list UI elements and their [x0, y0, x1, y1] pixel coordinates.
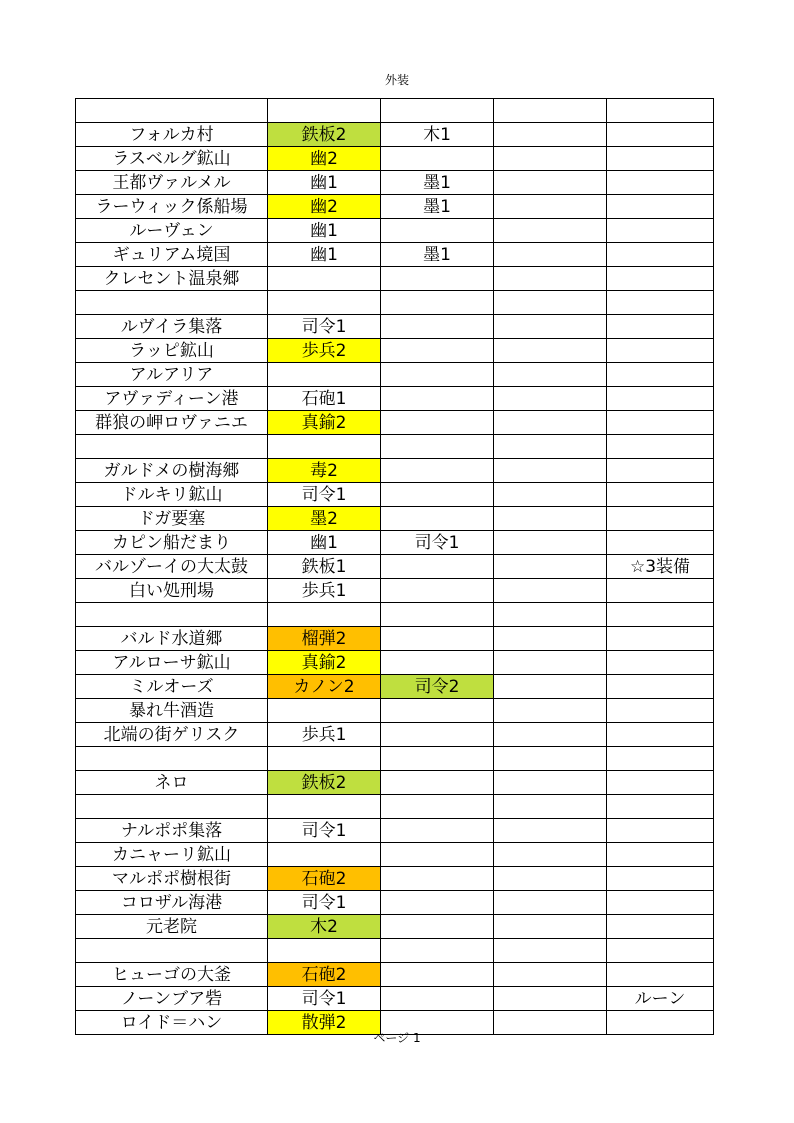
item1-cell: 幽2 — [268, 195, 381, 219]
note-cell — [607, 891, 714, 915]
item1-cell: 鉄板1 — [268, 555, 381, 579]
item3-cell — [494, 699, 607, 723]
note-cell — [607, 171, 714, 195]
item2-cell — [381, 507, 494, 531]
item1-cell — [268, 699, 381, 723]
table-row — [76, 843, 714, 867]
location-cell: ラーウィック係船場 — [76, 195, 268, 219]
item2-cell — [381, 987, 494, 1011]
item1-cell — [268, 99, 381, 123]
item1-cell: 司令1 — [268, 987, 381, 1011]
item1-cell: 石砲1 — [268, 387, 381, 411]
location-cell: バルゾーイの大太鼓 — [76, 555, 268, 579]
location-cell: ナルポポ集落 — [76, 819, 268, 843]
location-cell: ドガ要塞 — [76, 507, 268, 531]
item2-cell: 司令1 — [381, 531, 494, 555]
table-row — [76, 891, 714, 915]
location-cell — [76, 435, 268, 459]
location-cell: ネロ — [76, 771, 268, 795]
item3-cell — [494, 219, 607, 243]
item3-cell — [494, 171, 607, 195]
note-cell — [607, 675, 714, 699]
table-row — [76, 123, 714, 147]
location-cell — [76, 795, 268, 819]
item3-cell — [494, 99, 607, 123]
item3-cell — [494, 315, 607, 339]
item3-cell — [494, 483, 607, 507]
table-row — [76, 819, 714, 843]
item3-cell — [494, 843, 607, 867]
table-row — [76, 939, 714, 963]
table-row — [76, 99, 714, 123]
item2-cell — [381, 219, 494, 243]
item2-cell — [381, 771, 494, 795]
table-row — [76, 579, 714, 603]
page-header-title: 外装 — [384, 73, 409, 87]
location-cell — [76, 747, 268, 771]
location-cell: カニャーリ鉱山 — [76, 843, 268, 867]
page-footer-number: ページ 1 — [373, 1031, 421, 1045]
item2-cell — [381, 339, 494, 363]
note-cell — [607, 915, 714, 939]
item3-cell — [494, 435, 607, 459]
note-cell — [607, 387, 714, 411]
item1-cell: 墨2 — [268, 507, 381, 531]
item2-cell — [381, 891, 494, 915]
note-cell — [607, 147, 714, 171]
note-cell — [607, 363, 714, 387]
item3-cell — [494, 987, 607, 1011]
note-cell — [607, 99, 714, 123]
item1-cell: 幽1 — [268, 171, 381, 195]
item2-cell — [381, 291, 494, 315]
table-row — [76, 147, 714, 171]
table-row — [76, 387, 714, 411]
item1-cell: 毒2 — [268, 459, 381, 483]
location-cell: アルローサ鉱山 — [76, 651, 268, 675]
note-cell — [607, 267, 714, 291]
item3-cell — [494, 819, 607, 843]
table-row — [76, 699, 714, 723]
item3-cell — [494, 939, 607, 963]
table-row — [76, 243, 714, 267]
item2-cell — [381, 843, 494, 867]
item1-cell: 歩兵1 — [268, 579, 381, 603]
item1-cell: 鉄板2 — [268, 123, 381, 147]
item3-cell — [494, 627, 607, 651]
location-cell: 北端の街ゲリスク — [76, 723, 268, 747]
note-cell — [607, 795, 714, 819]
note-cell: ルーン — [607, 987, 714, 1011]
location-cell — [76, 939, 268, 963]
note-cell — [607, 651, 714, 675]
table-row — [76, 867, 714, 891]
location-cell: ミルオーズ — [76, 675, 268, 699]
table-row — [76, 219, 714, 243]
location-cell: 元老院 — [76, 915, 268, 939]
item1-cell — [268, 363, 381, 387]
item1-cell: 司令1 — [268, 819, 381, 843]
table-row — [76, 747, 714, 771]
item2-cell — [381, 459, 494, 483]
item1-cell: カノン2 — [268, 675, 381, 699]
item2-cell — [381, 699, 494, 723]
item3-cell — [494, 867, 607, 891]
item3-cell — [494, 891, 607, 915]
note-cell — [607, 459, 714, 483]
item1-cell — [268, 435, 381, 459]
location-cell: クレセント温泉郷 — [76, 267, 268, 291]
table-row — [76, 771, 714, 795]
table-row — [76, 651, 714, 675]
item1-cell: 歩兵1 — [268, 723, 381, 747]
item2-cell — [381, 579, 494, 603]
item2-cell — [381, 747, 494, 771]
note-cell — [607, 963, 714, 987]
note-cell — [607, 195, 714, 219]
item2-cell — [381, 651, 494, 675]
table-row — [76, 987, 714, 1011]
item3-cell — [494, 675, 607, 699]
item2-cell — [381, 627, 494, 651]
location-cell: バルド水道郷 — [76, 627, 268, 651]
item3-cell — [494, 723, 607, 747]
location-cell: ガルドメの樹海郷 — [76, 459, 268, 483]
item2-cell — [381, 387, 494, 411]
item1-cell: 榴弾2 — [268, 627, 381, 651]
table-row — [76, 195, 714, 219]
item3-cell — [494, 339, 607, 363]
location-cell: ヒューゴの大釜 — [76, 963, 268, 987]
location-cell: ノーンブア砦 — [76, 987, 268, 1011]
item2-cell: 木1 — [381, 123, 494, 147]
item2-cell — [381, 363, 494, 387]
location-cell: コロザル海港 — [76, 891, 268, 915]
item1-cell: 散弾2 — [268, 1011, 381, 1035]
table-row — [76, 315, 714, 339]
note-cell — [607, 507, 714, 531]
item1-cell: 歩兵2 — [268, 339, 381, 363]
item1-cell: 司令1 — [268, 483, 381, 507]
note-cell — [607, 819, 714, 843]
item3-cell — [494, 771, 607, 795]
item3-cell — [494, 795, 607, 819]
item1-cell: 木2 — [268, 915, 381, 939]
table-row — [76, 507, 714, 531]
item3-cell — [494, 411, 607, 435]
location-cell: 白い処刑場 — [76, 579, 268, 603]
table-row — [76, 171, 714, 195]
table-row — [76, 291, 714, 315]
item1-cell — [268, 267, 381, 291]
item3-cell — [494, 531, 607, 555]
item2-cell — [381, 147, 494, 171]
note-cell — [607, 627, 714, 651]
table-row — [76, 723, 714, 747]
item2-cell: 墨1 — [381, 243, 494, 267]
item2-cell — [381, 483, 494, 507]
location-cell — [76, 291, 268, 315]
table-row — [76, 483, 714, 507]
table-row — [76, 963, 714, 987]
location-cell: 王都ヴァルメル — [76, 171, 268, 195]
note-cell — [607, 579, 714, 603]
location-cell: ルーヴェン — [76, 219, 268, 243]
item3-cell — [494, 459, 607, 483]
table-row — [76, 795, 714, 819]
note-cell — [607, 315, 714, 339]
item2-cell — [381, 555, 494, 579]
item2-cell — [381, 435, 494, 459]
note-cell — [607, 435, 714, 459]
item1-cell — [268, 795, 381, 819]
note-cell — [607, 291, 714, 315]
item3-cell — [494, 147, 607, 171]
table-row — [76, 531, 714, 555]
item2-cell: 墨1 — [381, 171, 494, 195]
item3-cell — [494, 291, 607, 315]
item3-cell — [494, 507, 607, 531]
note-cell — [607, 243, 714, 267]
table-row — [76, 915, 714, 939]
note-cell — [607, 219, 714, 243]
item1-cell — [268, 939, 381, 963]
item2-cell — [381, 267, 494, 291]
item1-cell — [268, 843, 381, 867]
item3-cell — [494, 555, 607, 579]
location-cell — [76, 603, 268, 627]
item1-cell: 真鍮2 — [268, 651, 381, 675]
item2-cell — [381, 867, 494, 891]
item2-cell: 墨1 — [381, 195, 494, 219]
location-cell: ロイド＝ハン — [76, 1011, 268, 1035]
location-cell: マルポポ樹根街 — [76, 867, 268, 891]
note-cell — [607, 483, 714, 507]
item3-cell — [494, 363, 607, 387]
item2-cell — [381, 963, 494, 987]
location-cell: フォルカ村 — [76, 123, 268, 147]
item2-cell — [381, 915, 494, 939]
item1-cell — [268, 603, 381, 627]
item3-cell — [494, 387, 607, 411]
item3-cell — [494, 651, 607, 675]
note-cell — [607, 867, 714, 891]
item1-cell: 鉄板2 — [268, 771, 381, 795]
item1-cell — [268, 747, 381, 771]
note-cell — [607, 699, 714, 723]
item1-cell: 石砲2 — [268, 867, 381, 891]
note-cell — [607, 771, 714, 795]
note-cell — [607, 747, 714, 771]
note-cell — [607, 723, 714, 747]
item1-cell: 幽1 — [268, 219, 381, 243]
equipment-table — [75, 98, 714, 1035]
item1-cell — [268, 291, 381, 315]
item3-cell — [494, 747, 607, 771]
item1-cell: 幽1 — [268, 243, 381, 267]
table-row — [76, 627, 714, 651]
table-row — [76, 363, 714, 387]
location-cell — [76, 99, 268, 123]
note-cell — [607, 939, 714, 963]
note-cell — [607, 123, 714, 147]
note-cell — [607, 531, 714, 555]
equipment-table-body — [76, 99, 714, 1035]
item3-cell — [494, 603, 607, 627]
item2-cell — [381, 723, 494, 747]
table-row — [76, 267, 714, 291]
note-cell — [607, 339, 714, 363]
item2-cell — [381, 99, 494, 123]
note-cell: ☆3装備 — [607, 555, 714, 579]
location-cell: アヴァディーン港 — [76, 387, 268, 411]
location-cell: ドルキリ鉱山 — [76, 483, 268, 507]
location-cell: カピン船だまり — [76, 531, 268, 555]
item2-cell — [381, 315, 494, 339]
item2-cell: 司令2 — [381, 675, 494, 699]
item3-cell — [494, 195, 607, 219]
location-cell: 暴れ牛酒造 — [76, 699, 268, 723]
item2-cell — [381, 603, 494, 627]
item3-cell — [494, 123, 607, 147]
item1-cell: 幽2 — [268, 147, 381, 171]
item1-cell: 石砲2 — [268, 963, 381, 987]
location-cell: 群狼の岬ロヴァニエ — [76, 411, 268, 435]
location-cell: アルアリア — [76, 363, 268, 387]
location-cell: ギュリアム境国 — [76, 243, 268, 267]
note-cell — [607, 843, 714, 867]
item1-cell: 真鍮2 — [268, 411, 381, 435]
item2-cell — [381, 939, 494, 963]
item3-cell — [494, 579, 607, 603]
location-cell: ラスベルグ鉱山 — [76, 147, 268, 171]
item3-cell — [494, 243, 607, 267]
table-row — [76, 339, 714, 363]
location-cell: ルヴイラ集落 — [76, 315, 268, 339]
table-row — [76, 411, 714, 435]
note-cell — [607, 411, 714, 435]
item2-cell — [381, 819, 494, 843]
item2-cell — [381, 795, 494, 819]
item1-cell: 幽1 — [268, 531, 381, 555]
table-row — [76, 675, 714, 699]
table-row — [76, 435, 714, 459]
item3-cell — [494, 915, 607, 939]
table-row — [76, 555, 714, 579]
note-cell — [607, 603, 714, 627]
item3-cell — [494, 267, 607, 291]
item1-cell: 司令1 — [268, 891, 381, 915]
table-row — [76, 459, 714, 483]
item3-cell — [494, 963, 607, 987]
location-cell: ラッピ鉱山 — [76, 339, 268, 363]
table-row — [76, 603, 714, 627]
item1-cell: 司令1 — [268, 315, 381, 339]
item2-cell — [381, 411, 494, 435]
